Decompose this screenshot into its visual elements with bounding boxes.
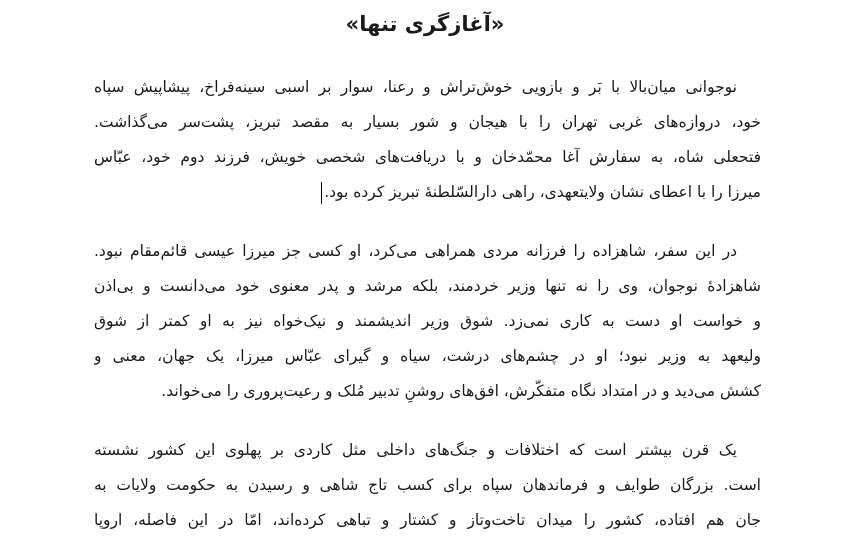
paragraph-2 <box>94 234 761 409</box>
paragraph-line: ولیعهد به وزیر نبود؛ او در چشم‌های درشت، سیاه و گیرای عبّاس میرزا، یک جهان، معنی و <box>94 347 761 365</box>
paragraph-line-text: میرزا را با اعطای نشان ولایتعهدی، راهی دارالسّلطنۀ تبریز کرده بود. <box>324 183 761 201</box>
document-title: «آغازگری تنها» <box>345 12 505 36</box>
paragraph-line: شاهزادۀ نوجوان، وی را نه تنها وزیر خردمند، بلکه مرشد و پدر معنوی خود می‌دانست و بی‌اذن <box>94 277 761 295</box>
paragraph-line: در این سفر، شاهزاده را فرزانه مردی همراهی می‌کرد، او کسی جز میرزا عیسی قائم‌مقام نبود. <box>94 242 737 260</box>
text-cursor <box>321 182 322 204</box>
paragraph-line: کشش می‌دید و در امتداد نگاه متفکّرش، افق‌های روشنِ تدبیر مُلک و رعیت‌پروری را می‌خواند. <box>161 382 761 400</box>
paragraph-line: نوجوانی میان‌بالا با بَر و بازویی خوش‌تراش و رعنا، سوار بر اسبی سینه‌فراخ، پیشاپیش سپاه <box>94 78 737 96</box>
paragraph-line: و خواست او دست به کاری نمی‌زد. شوق وزیر اندیشمند و نیک‌خواه نیز به او کمتر از شوق <box>94 312 761 330</box>
paragraph-line: است. بزرگان طوایف و فرماندهان سپاه برای کسب تاج شاهی و رسیدن به حکومت ولایات به <box>94 476 761 494</box>
paragraph-line: جان هم افتاده، کشور را میدان تاخت‌وتاز و کشتار و تباهی کرده‌اند، امّا در این فاصله، اروپا <box>94 511 761 529</box>
paragraph-3 <box>94 433 761 538</box>
paragraph-1 <box>94 70 761 210</box>
paragraph-line: فتحعلی شاه، به سفارش آغا محمّدخان و با دریافت‌های شخصی خویش، فرزند دوم خود، عبّاس <box>94 148 761 166</box>
paragraph-line-with-cursor[interactable] <box>94 175 761 210</box>
paragraph-line: یک قرن بیشتر است که اختلافات و جنگ‌های داخلی مثل کاردی بر پهلوی این کشور نشسته <box>94 441 737 459</box>
paragraph-line: خود، دروازه‌های غربی تهران را با هیجان و شور بسیار به مقصد تبریز، پشت‌سر می‌گذاشت. <box>94 113 761 131</box>
